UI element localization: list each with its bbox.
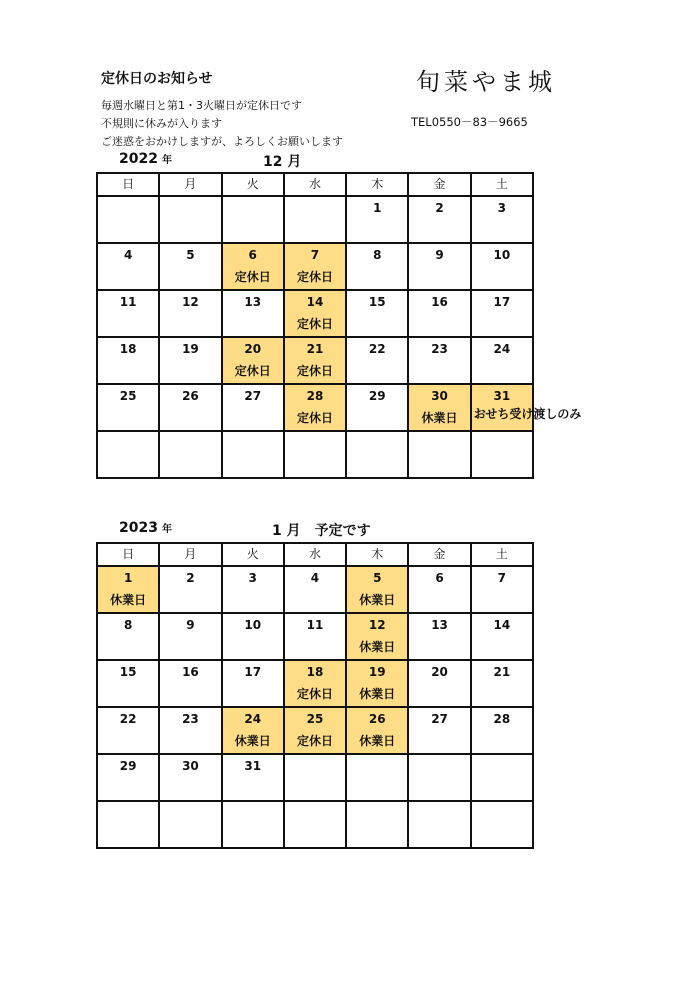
day-cell [222,566,284,613]
empty-cell [346,754,408,801]
day-cell [346,243,408,290]
phone-number: TEL0550－83－9665 [411,115,528,129]
empty-cell [284,196,346,243]
closure-note: 定休日 [296,734,333,748]
empty-cell [408,754,470,801]
day-number: 22 [368,342,386,356]
day-cell [97,243,159,290]
day-cell [346,337,408,384]
empty-cell [222,431,284,478]
day-number: 13 [244,295,262,309]
day-number: 6 [248,248,257,262]
day-cell [159,707,221,754]
day-cell [471,566,533,613]
empty-cell [284,801,346,848]
week-row [97,431,533,478]
day-number: 29 [119,759,137,773]
empty-cell [471,754,533,801]
day-number: 7 [497,571,507,585]
day-cell [159,660,221,707]
day-cell [97,384,159,431]
closure-note: 休業日 [359,593,396,607]
empty-cell [471,431,533,478]
week-row [97,566,533,613]
day-cell [97,290,159,337]
year-suffix: 年 [161,155,172,166]
day-number: 18 [119,342,137,356]
notice-line-3: ご迷惑をおかけしますが、よろしくお願いします [101,135,343,148]
day-number: 27 [431,712,448,726]
day-number: 5 [373,571,382,585]
day-cell [346,707,408,754]
day-cell [222,290,284,337]
empty-cell [284,431,346,478]
day-cell [97,754,159,801]
day-number: 23 [431,342,448,356]
day-cell [471,613,533,660]
day-number: 11 [306,618,324,632]
day-cell [408,243,470,290]
empty-cell [97,196,159,243]
closure-note: 定休日 [296,411,333,425]
day-number: 24 [244,712,262,726]
day-cell [159,613,221,660]
week-row [97,613,533,660]
day-number: 8 [123,618,133,632]
day-number: 8 [373,248,382,262]
day-cell [408,707,470,754]
closure-note: 休業日 [110,593,147,607]
closure-note: 定休日 [234,364,271,378]
day-cell [408,196,470,243]
day-number: 3 [248,571,257,585]
day-number: 19 [368,665,386,679]
day-cell [346,613,408,660]
week-row [97,243,533,290]
day-cell [159,566,221,613]
day-cell [284,707,346,754]
day-number: 14 [306,295,324,309]
weekday-header: 木 [346,543,408,566]
closure-note: 休業日 [421,411,458,425]
day-number: 15 [368,295,386,309]
closure-note: 休業日 [359,734,396,748]
day-number: 4 [310,571,320,585]
closure-note: 定休日 [296,687,333,701]
day-number: 3 [497,201,507,215]
day-cell [408,290,470,337]
weekday-header-row [97,173,533,196]
day-cell [471,290,533,337]
week-row [97,290,533,337]
day-number: 2 [435,201,444,215]
day-cell [284,337,346,384]
day-number: 17 [493,295,511,309]
calendar-december-2022 [96,172,582,479]
notice-line-2: 不規則に休みが入ります [101,117,222,130]
empty-cell [159,196,221,243]
day-number: 12 [368,618,386,632]
empty-cell [222,801,284,848]
day-number: 26 [368,712,386,726]
day-cell [222,707,284,754]
day-number: 30 [431,389,448,403]
day-number: 31 [244,759,262,773]
day-cell [97,337,159,384]
day-number: 30 [182,759,199,773]
day-cell [346,660,408,707]
weekday-header: 火 [222,173,284,196]
week-row [97,801,533,848]
day-number: 1 [123,571,133,585]
day-number: 23 [182,712,199,726]
notice-line-1: 毎週水曜日と第1・3火曜日が定休日です [101,99,302,112]
day-number: 24 [493,342,511,356]
day-cell [284,290,346,337]
day-number: 10 [244,618,262,632]
day-cell [346,290,408,337]
day-cell [346,196,408,243]
weekday-header: 月 [159,543,221,566]
day-cell [408,613,470,660]
day-cell [284,566,346,613]
day-cell [408,384,470,431]
closure-note: 定休日 [296,364,333,378]
day-number: 4 [123,248,133,262]
day-cell [408,337,470,384]
day-cell [222,754,284,801]
closure-note: 定休日 [296,270,333,284]
day-number: 13 [431,618,448,632]
day-cell [222,384,284,431]
day-number: 17 [244,665,262,679]
year-value: 2022 [119,151,158,167]
week-row [97,384,533,431]
weekday-header: 金 [408,173,470,196]
day-cell [471,337,533,384]
day-number: 29 [368,389,386,403]
closure-note: 休業日 [359,640,396,654]
day-cell [222,243,284,290]
day-cell [284,660,346,707]
day-cell [222,337,284,384]
day-number: 6 [435,571,444,585]
notice-title: 定休日のお知らせ [101,71,213,87]
day-number: 27 [244,389,262,403]
day-cell [346,566,408,613]
empty-cell [346,801,408,848]
day-number: 9 [186,618,195,632]
day-number: 2 [186,571,195,585]
weekday-header: 木 [346,173,408,196]
day-number: 5 [186,248,195,262]
day-number: 25 [306,712,324,726]
day-cell [97,613,159,660]
closure-note: 定休日 [296,317,333,331]
calendar-january-2023 [96,542,534,849]
day-number: 21 [306,342,324,356]
day-number: 1 [373,201,382,215]
day-cell [284,243,346,290]
empty-cell [159,801,221,848]
calendar-2-year [119,520,172,536]
day-cell [471,660,533,707]
day-number: 16 [182,665,199,679]
calendar-1-year [119,151,172,167]
day-number: 28 [493,712,511,726]
day-cell [471,243,533,290]
empty-cell [97,431,159,478]
day-number: 20 [431,665,448,679]
day-cell [346,384,408,431]
weekday-header: 月 [159,173,221,196]
empty-cell [346,431,408,478]
calendar-1-month: 12 月 [263,154,302,170]
empty-cell [408,801,470,848]
year-suffix: 年 [161,524,172,535]
day-cell [97,566,159,613]
weekday-header: 土 [471,543,533,566]
shop-name: 旬菜やま城 [416,68,556,96]
day-cell [408,660,470,707]
weekday-header: 土 [471,173,533,196]
day-number: 28 [306,389,324,403]
weekday-header: 水 [284,173,346,196]
closure-note: おせち受け渡しのみ [473,407,582,421]
day-number: 12 [182,295,199,309]
empty-cell [471,801,533,848]
day-cell [471,384,582,431]
day-cell [284,384,346,431]
day-cell [222,613,284,660]
day-number: 20 [244,342,262,356]
day-number: 9 [435,248,444,262]
day-number: 19 [182,342,199,356]
day-cell [159,337,221,384]
day-number: 14 [493,618,511,632]
weekday-header: 水 [284,543,346,566]
weekday-header: 金 [408,543,470,566]
day-cell [159,384,221,431]
week-row [97,660,533,707]
day-cell [408,566,470,613]
weekday-header: 日 [97,173,159,196]
day-number: 31 [493,389,511,403]
empty-cell [97,801,159,848]
weekday-header: 日 [97,543,159,566]
weekday-header-row [97,543,533,566]
empty-cell [222,196,284,243]
empty-cell [408,431,470,478]
day-number: 11 [119,295,137,309]
day-cell [97,707,159,754]
day-cell [159,243,221,290]
day-number: 22 [119,712,137,726]
weekday-header: 火 [222,543,284,566]
day-cell [222,660,284,707]
week-row [97,337,533,384]
closure-note: 定休日 [234,270,271,284]
empty-cell [284,754,346,801]
day-number: 15 [119,665,137,679]
day-cell [159,290,221,337]
week-row [97,707,533,754]
day-number: 7 [310,248,320,262]
day-cell [159,754,221,801]
day-number: 16 [431,295,448,309]
week-row [97,754,533,801]
closure-note: 休業日 [234,734,271,748]
day-number: 25 [119,389,137,403]
day-cell [471,196,533,243]
day-cell [471,707,533,754]
week-row [97,196,533,243]
day-cell [284,613,346,660]
year-value: 2023 [119,520,158,536]
day-number: 10 [493,248,511,262]
day-number: 26 [182,389,199,403]
day-number: 21 [493,665,511,679]
closure-note: 休業日 [359,687,396,701]
calendar-2-month: 1 月 予定です [272,523,371,539]
day-number: 18 [306,665,324,679]
day-cell [97,660,159,707]
empty-cell [159,431,221,478]
